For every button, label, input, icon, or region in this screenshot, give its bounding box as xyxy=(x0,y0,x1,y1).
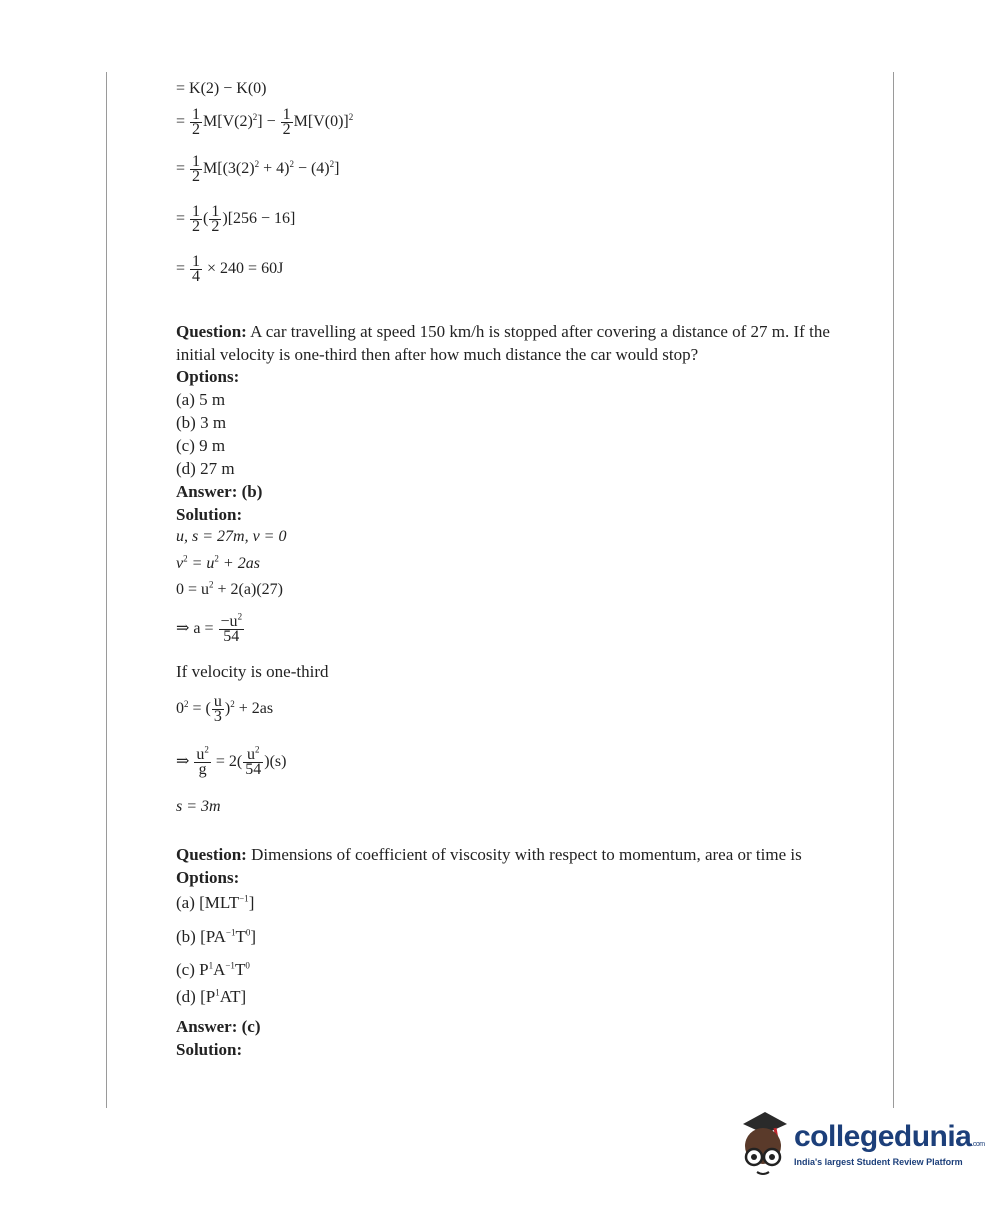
q2-option-a: (a) $[MLT^{-1}]$ xyxy=(176,893,255,912)
q1-solution-line-4: ⇒ a = $\frac{-u^2}{54}$ xyxy=(176,611,243,645)
q1-solution-line-3: $0 = u^2 + 2(a)(27)$ xyxy=(176,579,283,598)
collegedunia-logo: collegedunia.com xyxy=(794,1120,985,1153)
q1-solution-line-1: u, s = 27m, v = 0 xyxy=(176,528,287,545)
q2-solution-label: Solution: xyxy=(176,1040,243,1059)
q1-solution-label: Solution: xyxy=(176,505,243,524)
q2-option-c: (c) $P^1A^{-1}T^0$ xyxy=(176,960,250,979)
right-margin-rule xyxy=(893,72,894,1108)
q1-option-a: (a) 5 m xyxy=(176,390,226,409)
q1-option-c: (c) 9 m xyxy=(176,436,226,455)
equation-line-3: = $\frac{1}{2}$ $M[(3(2)^2 + 4)^2 - (4)^2]$ xyxy=(176,153,340,185)
q2-option-b: (b) $[PA^{-1}T^0]$ xyxy=(176,927,257,946)
equation-line-4: = $\frac{1}{2}$ ( $\frac{1}{2}$ )[256 − 16] xyxy=(176,203,296,235)
q1-solution-line-6: ⇒ $\frac{u^2}{g}$ = 2( $\frac{u^2}{54}$ )(s) xyxy=(176,744,287,778)
equation-line-2: = $\frac{1}{2}$ $M[V(2)^2]$ − $\frac{1}{2}$ $M[V(0)]^2$ xyxy=(176,106,354,138)
q2-answer: Answer: (c) xyxy=(176,1017,261,1036)
question-2-text: Question: Dimensions of coefficient of viscosity with respect to momentum, area or time is xyxy=(176,845,802,864)
logo-tagline: India's largest Student Review Platform xyxy=(794,1157,963,1167)
q1-solution-line-5: $0^2$ = ( $\frac{u}{3}$ )$^2$ + 2as xyxy=(176,693,274,725)
q2-option-d: (d) $[P^1AT]$ xyxy=(176,987,247,1006)
q1-solution-text: If velocity is one-third xyxy=(176,662,329,681)
q1-answer: Answer: (b) xyxy=(176,482,263,501)
equation-line-5: = $\frac{1}{4}$ × 240 = 60J xyxy=(176,253,284,285)
equation-line-1: = K(2) − K(0) xyxy=(176,80,267,97)
question-1-text: Question: A car travelling at speed 150 km/h is stopped after covering a distance of 27 m. If the initial velocity is one-third then after how much distance the car would stop? xyxy=(176,322,830,364)
q1-solution-line-7: s = 3m xyxy=(176,798,221,815)
q1-options-label: Options: xyxy=(176,367,240,386)
left-margin-rule xyxy=(106,72,107,1108)
q1-solution-line-2: $v^2 = u^2 + 2as$ xyxy=(176,553,260,572)
q1-option-b: (b) 3 m xyxy=(176,413,227,432)
q2-options-label: Options: xyxy=(176,868,240,887)
q1-option-d: (d) 27 m xyxy=(176,459,235,478)
